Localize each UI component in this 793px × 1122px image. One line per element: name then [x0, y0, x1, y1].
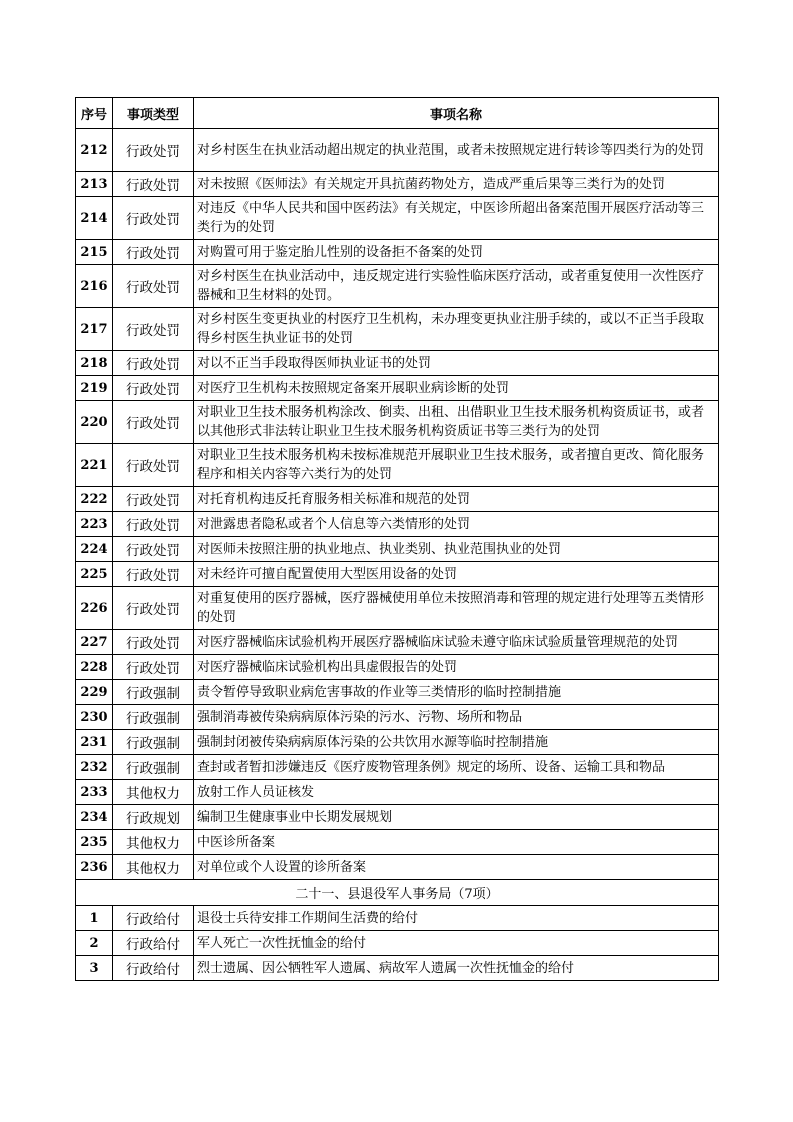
row-name: 对未经许可擅自配置使用大型医用设备的处罚 [194, 562, 719, 587]
row-name: 对购置可用于鉴定胎儿性别的设备拒不备案的处罚 [194, 240, 719, 265]
header-type: 事项类型 [113, 98, 194, 129]
row-name: 对违反《中华人民共和国中医药法》有关规定，中医诊所超出备案范围开展医疗活动等三类行为的处罚 [194, 197, 719, 240]
table-row [76, 197, 719, 240]
row-number: 236 [76, 855, 113, 880]
row-name: 强制消毒被传染病病原体污染的污水、污物、场所和物品 [194, 705, 719, 730]
row-number: 228 [76, 655, 113, 680]
row-number: 226 [76, 587, 113, 630]
row-number: 2 [76, 931, 113, 956]
row-name: 强制封闭被传染病病原体污染的公共饮用水源等临时控制措施 [194, 730, 719, 755]
row-type: 行政处罚 [113, 197, 194, 240]
row-name: 对重复使用的医疗器械，医疗器械使用单位未按照消毒和管理的规定进行处理等五类情形的处罚 [194, 587, 719, 630]
row-type: 行政处罚 [113, 129, 194, 172]
row-name: 烈士遗属、因公牺牲军人遗属、病故军人遗属一次性抚恤金的给付 [194, 956, 719, 981]
row-number: 227 [76, 630, 113, 655]
row-type: 行政处罚 [113, 655, 194, 680]
table-row [76, 956, 719, 981]
row-name: 对乡村医生变更执业的村医疗卫生机构，未办理变更执业注册手续的，或以不正当手段取得乡村医生执业证书的处罚 [194, 308, 719, 351]
table-row [76, 487, 719, 512]
section-title: 二十一、县退役军人事务局（7项） [76, 880, 719, 906]
row-number: 213 [76, 172, 113, 197]
row-type: 行政处罚 [113, 537, 194, 562]
row-type: 行政处罚 [113, 587, 194, 630]
row-type: 行政强制 [113, 705, 194, 730]
row-type: 行政处罚 [113, 240, 194, 265]
row-name: 对托育机构违反托育服务相关标准和规范的处罚 [194, 487, 719, 512]
table-row [76, 855, 719, 880]
items-table [75, 97, 719, 981]
row-name: 中医诊所备案 [194, 830, 719, 855]
table-row [76, 655, 719, 680]
row-number: 222 [76, 487, 113, 512]
row-name: 对泄露患者隐私或者个人信息等六类情形的处罚 [194, 512, 719, 537]
row-name: 退役士兵待安排工作期间生活费的给付 [194, 906, 719, 931]
row-type: 行政处罚 [113, 265, 194, 308]
table-row [76, 730, 719, 755]
row-number: 234 [76, 805, 113, 830]
row-name: 责令暂停导致职业病危害事故的作业等三类情形的临时控制措施 [194, 680, 719, 705]
row-name: 对医师未按照注册的执业地点、执业类别、执业范围执业的处罚 [194, 537, 719, 562]
row-number: 223 [76, 512, 113, 537]
table-row [76, 240, 719, 265]
row-number: 218 [76, 351, 113, 376]
row-number: 217 [76, 308, 113, 351]
row-name: 对职业卫生技术服务机构涂改、倒卖、出租、出借职业卫生技术服务机构资质证书，或者以其他形式非法转让职业卫生技术服务机构资质证书等三类行为的处罚 [194, 401, 719, 444]
row-name: 对乡村医生在执业活动超出规定的执业范围，或者未按照规定进行转诊等四类行为的处罚 [194, 129, 719, 172]
table-row [76, 351, 719, 376]
table-row [76, 680, 719, 705]
row-type: 其他权力 [113, 780, 194, 805]
table-row [76, 129, 719, 172]
row-number: 233 [76, 780, 113, 805]
table-row [76, 444, 719, 487]
table-row [76, 308, 719, 351]
row-name: 编制卫生健康事业中长期发展规划 [194, 805, 719, 830]
row-name: 对以不正当手段取得医师执业证书的处罚 [194, 351, 719, 376]
row-number: 225 [76, 562, 113, 587]
header-number: 序号 [76, 98, 113, 129]
row-number: 216 [76, 265, 113, 308]
row-type: 行政处罚 [113, 487, 194, 512]
row-type: 行政处罚 [113, 376, 194, 401]
table-row [76, 630, 719, 655]
table-row [76, 537, 719, 562]
row-number: 224 [76, 537, 113, 562]
row-name: 对未按照《医师法》有关规定开具抗菌药物处方，造成严重后果等三类行为的处罚 [194, 172, 719, 197]
table-row [76, 562, 719, 587]
row-type: 行政给付 [113, 956, 194, 981]
row-name: 查封或者暂扣涉嫌违反《医疗废物管理条例》规定的场所、设备、运输工具和物品 [194, 755, 719, 780]
table-row [76, 401, 719, 444]
row-type: 行政给付 [113, 906, 194, 931]
table-row [76, 512, 719, 537]
row-type: 其他权力 [113, 830, 194, 855]
row-type: 行政强制 [113, 730, 194, 755]
table-row [76, 265, 719, 308]
row-name: 对医疗卫生机构未按照规定备案开展职业病诊断的处罚 [194, 376, 719, 401]
row-number: 214 [76, 197, 113, 240]
table-row [76, 931, 719, 956]
table-row [76, 830, 719, 855]
row-name: 对职业卫生技术服务机构未按标准规范开展职业卫生技术服务，或者擅自更改、简化服务程序和相关内容等六类行为的处罚 [194, 444, 719, 487]
table-row [76, 755, 719, 780]
row-number: 3 [76, 956, 113, 981]
row-number: 235 [76, 830, 113, 855]
row-type: 行政处罚 [113, 444, 194, 487]
row-number: 219 [76, 376, 113, 401]
table-row [76, 906, 719, 931]
row-type: 行政规划 [113, 805, 194, 830]
row-type: 其他权力 [113, 855, 194, 880]
table-body [76, 129, 719, 981]
row-name: 对单位或个人设置的诊所备案 [194, 855, 719, 880]
row-type: 行政强制 [113, 680, 194, 705]
header-name: 事项名称 [194, 98, 719, 129]
table-row [76, 172, 719, 197]
row-type: 行政处罚 [113, 172, 194, 197]
row-number: 212 [76, 129, 113, 172]
row-name: 对医疗器械临床试验机构开展医疗器械临床试验未遵守临床试验质量管理规范的处罚 [194, 630, 719, 655]
row-number: 221 [76, 444, 113, 487]
row-type: 行政处罚 [113, 401, 194, 444]
row-type: 行政处罚 [113, 512, 194, 537]
row-number: 229 [76, 680, 113, 705]
row-name: 对乡村医生在执业活动中，违反规定进行实验性临床医疗活动，或者重复使用一次性医疗器械和卫生材料的处罚。 [194, 265, 719, 308]
row-type: 行政处罚 [113, 308, 194, 351]
row-type: 行政处罚 [113, 351, 194, 376]
table-header-row [76, 98, 719, 129]
table-row [76, 805, 719, 830]
section-row [76, 880, 719, 906]
row-number: 220 [76, 401, 113, 444]
row-name: 放射工作人员证核发 [194, 780, 719, 805]
table-row [76, 587, 719, 630]
row-number: 215 [76, 240, 113, 265]
table-row [76, 705, 719, 730]
row-name: 军人死亡一次性抚恤金的给付 [194, 931, 719, 956]
table-row [76, 376, 719, 401]
row-type: 行政处罚 [113, 630, 194, 655]
row-type: 行政给付 [113, 931, 194, 956]
row-number: 231 [76, 730, 113, 755]
table-row [76, 780, 719, 805]
row-type: 行政处罚 [113, 562, 194, 587]
row-number: 1 [76, 906, 113, 931]
row-number: 230 [76, 705, 113, 730]
row-name: 对医疗器械临床试验机构出具虚假报告的处罚 [194, 655, 719, 680]
row-number: 232 [76, 755, 113, 780]
row-type: 行政强制 [113, 755, 194, 780]
